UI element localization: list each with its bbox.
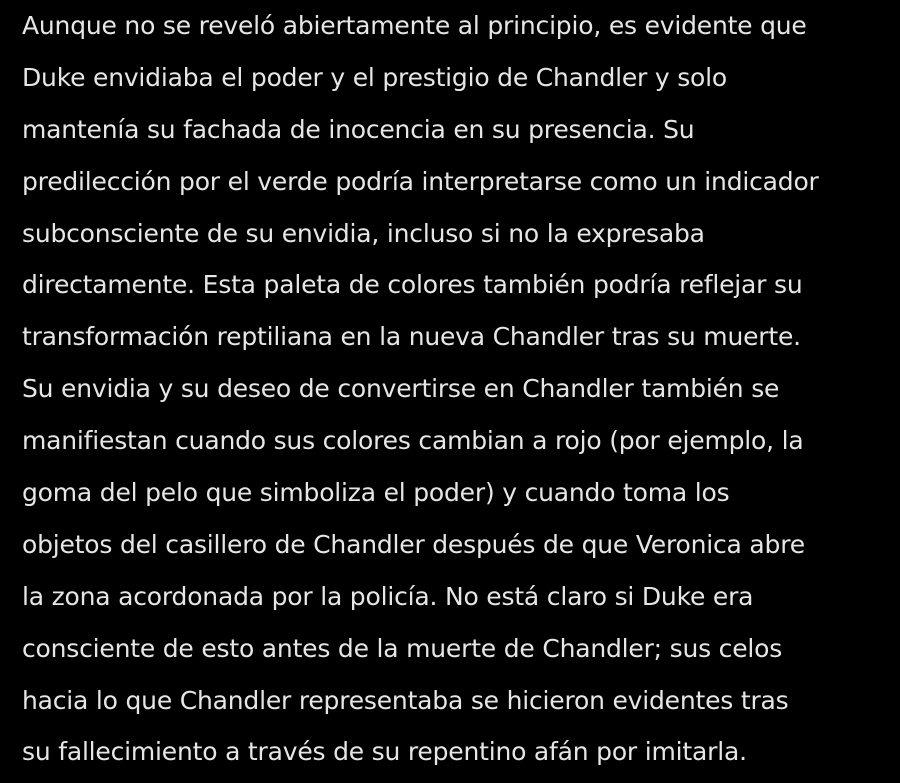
text-line: Aunque no se reveló abiertamente al principio, es evidente que <box>22 11 807 40</box>
text-line: subconsciente de su envidia, incluso si no la expresaba <box>22 218 705 248</box>
text-line: manifiestan cuando sus colores cambian a rojo (por ejemplo, la <box>22 426 804 456</box>
text-line: Su envidia y su deseo de convertirse en Chandler también se <box>22 374 780 404</box>
text-line: directamente. Esta paleta de colores también podría reflejar su <box>22 270 803 300</box>
text-line: goma del pelo que simboliza el poder) y cuando toma los <box>22 478 730 508</box>
text-line: Duke envidiaba el poder y el prestigio de Chandler y solo <box>22 62 727 92</box>
text-line: objetos del casillero de Chandler después de que Veronica abre <box>22 529 805 559</box>
text-line: la zona acordonada por la policía. No está claro si Duke era <box>22 581 754 611</box>
article-paragraph <box>22 0 892 783</box>
text-line: consciente de esto antes de la muerte de Chandler; sus celos <box>22 633 783 663</box>
text-line: hacia lo que Chandler representaba se hicieron evidentes tras <box>22 685 789 715</box>
text-line: mantenía su fachada de inocencia en su presencia. Su <box>22 114 695 144</box>
text-line: transformación reptiliana en la nueva Chandler tras su muerte. <box>22 322 801 352</box>
text-line: su fallecimiento a través de su repentino afán por imitarla. <box>22 737 747 767</box>
text-line: predilección por el verde podría interpretarse como un indicador <box>22 166 819 196</box>
